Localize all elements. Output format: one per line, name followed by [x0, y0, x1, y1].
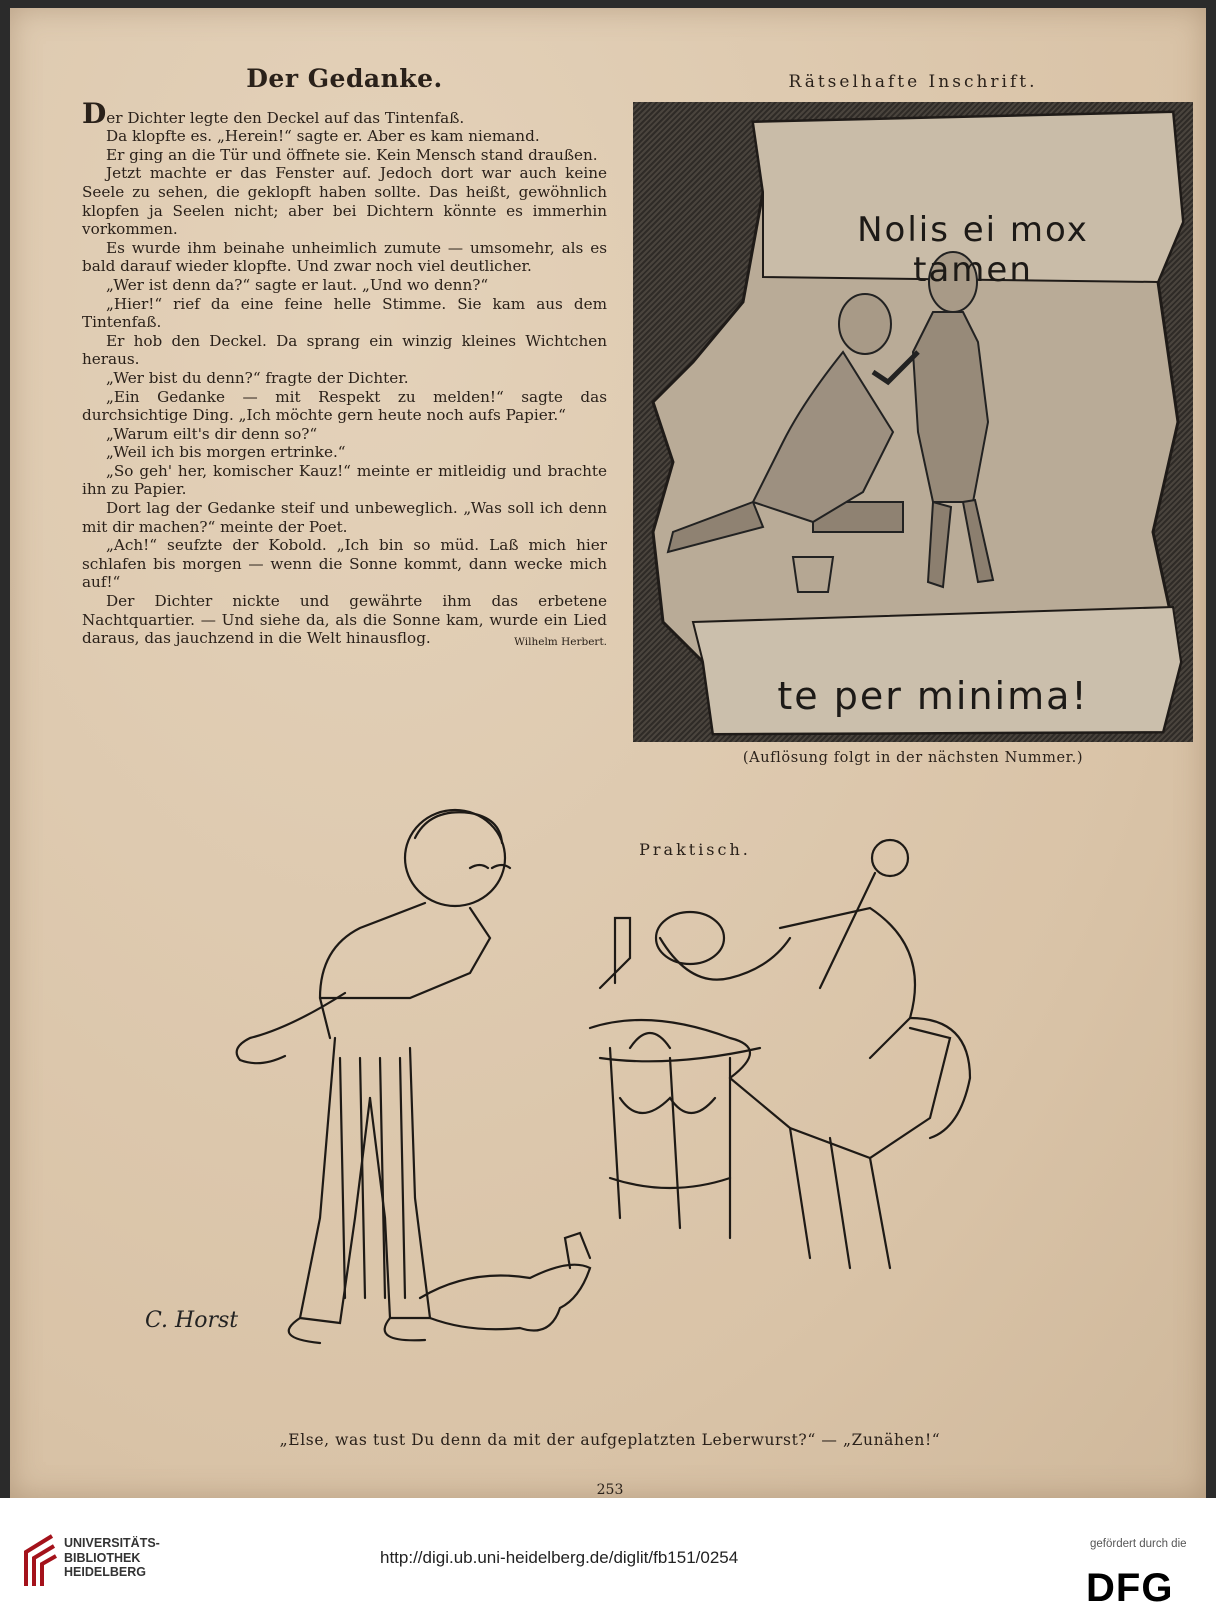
page-number: 253: [596, 1482, 624, 1498]
puzzle-title: Rätselhafte Inschrift.: [788, 72, 1038, 92]
article-paragraph: „So geh' her, komischer Kauz!“ meinte er mitleidig und brachte ihn zu Papier.: [82, 461, 607, 499]
dfg-logo: DFG: [1086, 1566, 1174, 1610]
article-paragraph: „Hier!“ rief da eine feine helle Stimme. Sie kam aus dem Tintenfaß.: [82, 294, 607, 332]
article-paragraph: „Ein Gedanke — mit Respekt zu melden!“ sagte das durchsichtige Ding. „Ich möchte gern heute noch aufs Papier.“: [82, 387, 607, 425]
cartoon-caption: „Else, was tust Du denn da mit der aufgeplatzten Leberwurst?“ — „Zunähen!“: [279, 1431, 941, 1449]
article-title: Der Gedanke.: [246, 64, 443, 93]
library-logo-icon: [22, 1530, 58, 1590]
puzzle-inscription: [628, 58, 1198, 766]
article-paragraph: Da klopfte es. „Herein!“ sagte er. Aber es kam niemand.: [106, 127, 540, 146]
article-paragraph: „Warum eilt's dir denn so?“: [106, 424, 318, 443]
author-byline: Wilhelm Herbert.: [514, 636, 607, 649]
cartoon-title: Praktisch.: [639, 840, 751, 859]
article-paragraph: Es wurde ihm beinahe unheimlich zumute — umsomehr, als es bald darauf wieder klopfte. Und zwar noch viel deutlicher.: [82, 238, 607, 276]
source-url-link[interactable]: http://digi.ub.uni-heidelberg.de/diglit/fb151/0254: [380, 1548, 739, 1567]
funder-label: gefördert durch die: [1090, 1538, 1187, 1550]
article-paragraph: Er hob den Deckel. Da sprang ein winzig kleines Wichtchen heraus.: [82, 331, 607, 369]
article-paragraph: Er ging an die Tür und öffnete sie. Kein Mensch stand draußen.: [106, 145, 598, 164]
relief-illustration: [633, 102, 1193, 742]
article-paragraph: Dort lag der Gedanke steif und unbeweglich. „Was soll ich denn mit dir machen?“ meinte der Poet.: [82, 499, 607, 536]
inscription-top: Nolis ei mox tamen: [857, 210, 1089, 290]
article-paragraph: „Wer bist du denn?“ fragte der Dichter.: [106, 368, 409, 387]
artist-signature: C. Horst: [145, 1308, 239, 1333]
article-der-gedanke: [82, 58, 607, 652]
cartoon-illustration: [170, 798, 1050, 1388]
article-paragraph: Jetzt machte er das Fenster auf. Jedoch dort war auch keine Seele zu sehen, die geklopft haben sollte. Das heißt, gewöhnlich klopfen ja Seelen nicht; aber bei Dichtern könnte es immerhin vorkommen.: [82, 164, 607, 239]
article-paragraph: Der Dichter nickte und gewährte ihm das erbetene Nachtquartier. — Und siehe da, als die Sonne kam, wurde ein Lied daraus, das jauchzend in die Welt hinausflog. Wilhelm Herbert.: [82, 592, 607, 648]
article-paragraph: „Wer ist denn da?“ sagte er laut. „Und wo denn?“: [106, 275, 489, 294]
dropcap: D: [82, 96, 107, 130]
article-paragraph: Der Dichter legte den Deckel auf das Tintenfaß.: [82, 96, 465, 130]
footer-bar: [0, 1498, 1216, 1623]
inscription-bottom: te per minima!: [777, 674, 1089, 718]
article-paragraph: „Ach!“ seufzte der Kobold. „Ich bin so müd. Laß mich hier schlafen bis morgen — wenn die Sonne kommt, dann wecke mich auf!“: [82, 536, 607, 592]
relief-drawing: [633, 102, 1193, 742]
article-paragraph: „Weil ich bis morgen ertrinke.“: [106, 443, 346, 462]
library-name: UNIVERSITÄTS- BIBLIOTHEK HEIDELBERG: [64, 1536, 160, 1579]
scanned-page: [10, 8, 1206, 1498]
puzzle-caption: (Auflösung folgt in der nächsten Nummer.): [742, 750, 1084, 766]
